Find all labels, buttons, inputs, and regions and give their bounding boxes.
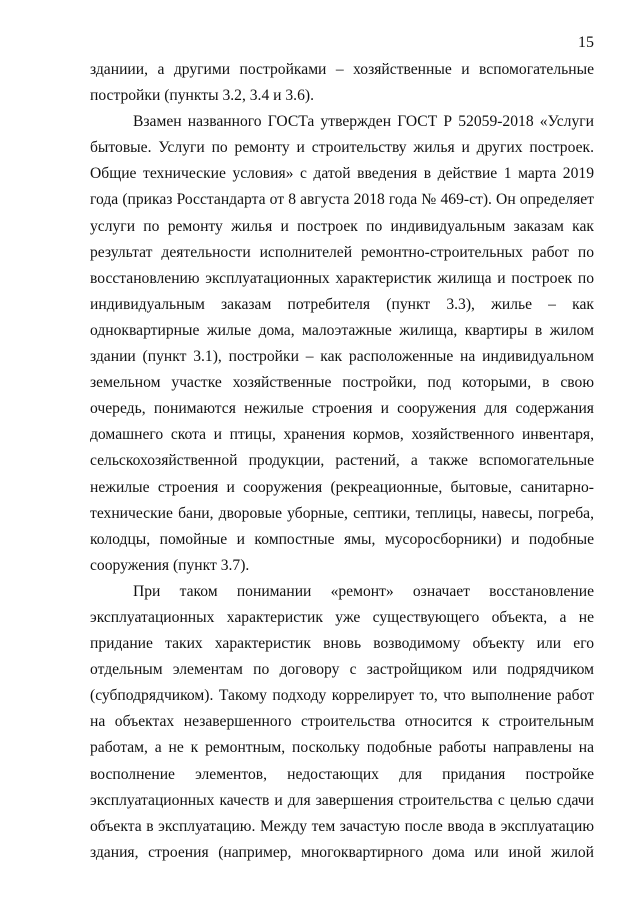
text-line: индивидуальным заказам потребителя (пункт 3.3), жилье – как	[90, 295, 594, 313]
text-line: нежилые строения и сооружения (рекреационные, бытовые, санитарно-	[90, 478, 594, 496]
text-line: восполнение элементов, недостающих для придания постройке	[90, 765, 594, 783]
text-line: очередь, понимаются нежилые строения и сооружения для содержания	[90, 400, 594, 418]
text-line: постройки (пункты 3.2, 3.4 и 3.6).	[90, 87, 314, 105]
text-line: колодцы, помойные и компостные ямы, мусоросборники) и подобные	[90, 530, 594, 548]
page-number: 15	[578, 34, 594, 51]
text-line: результат деятельности исполнителей ремонтно-строительных работ по	[90, 243, 594, 261]
text-line: здании (пункт 3.1), постройки – как расположенные на индивидуальном	[90, 348, 594, 366]
text-line: сооружения (пункт 3.7).	[90, 556, 250, 574]
text-line: зданиии, а другими постройками – хозяйственные и вспомогательные	[90, 61, 594, 78]
text-line: отдельным элементам по договору с застройщиком или подрядчиком	[90, 661, 594, 679]
text-line: года (приказ Росстандарта от 8 августа 2018 года № 469-ст). Он определяет	[90, 191, 594, 209]
text-line: домашнего скота и птицы, хранения кормов, хозяйственного инвентаря,	[90, 426, 594, 444]
text-line: объекта в эксплуатацию. Между тем зачастую после ввода в эксплуатацию	[90, 817, 594, 835]
text-line: эксплуатационных качеств и для завершения строительства с целью сдачи	[90, 791, 594, 809]
body-text	[90, 57, 594, 866]
text-line: услуги по ремонту жилья и построек по индивидуальным заказам как	[90, 217, 594, 235]
text-line: на объектах незавершенного строительства относится к строительным	[90, 713, 594, 731]
text-line: Общие технические условия» с датой введения в действие 1 марта 2019	[90, 165, 594, 183]
text-line: бытовые. Услуги по ремонту и строительству жилья и других построек.	[90, 139, 594, 157]
text-line: сельскохозяйственной продукции, растений, а также вспомогательные	[90, 452, 594, 470]
text-line: технические бани, дворовые уборные, септики, теплицы, навесы, погреба,	[90, 504, 594, 522]
text-line: здания, строения (например, многоквартирного дома или иной жилой	[90, 843, 594, 861]
text-line: (субподрядчиком). Такому подходу коррелирует то, что выполнение работ	[90, 687, 594, 705]
text-line: Взамен названного ГОСТа утвержден ГОСТ Р 52059-2018 «Услуги	[133, 113, 594, 131]
text-line: восстановлению эксплуатационных характеристик жилища и построек по	[90, 269, 594, 287]
text-line: одноквартирные жилые дома, малоэтажные жилища, квартиры в жилом	[90, 321, 594, 339]
text-line: придание таких характеристик вновь возводимому объекту или его	[90, 635, 594, 653]
text-line: При таком понимании «ремонт» означает восстановление	[133, 582, 594, 600]
text-line: работам, а не к ремонтным, поскольку подобные работы направлены на	[90, 739, 594, 757]
text-line: эксплуатационных характеристик уже существующего объекта, а не	[90, 608, 594, 626]
text-line: земельном участке хозяйственные постройки, под которыми, в свою	[90, 374, 594, 392]
